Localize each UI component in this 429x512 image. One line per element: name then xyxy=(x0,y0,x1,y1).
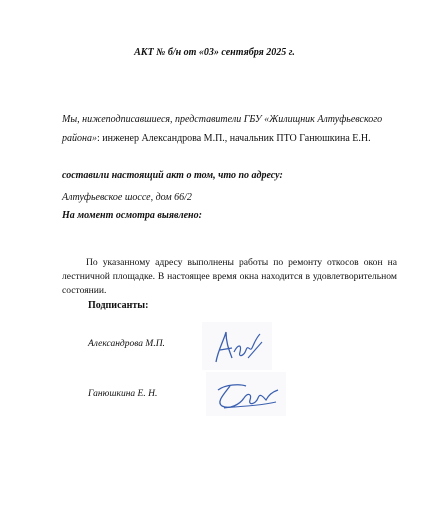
signer-name-1: Александрова М.П. xyxy=(88,339,165,349)
signature-2 xyxy=(206,372,286,416)
composed-statement: составили настоящий акт о том, что по адресу: xyxy=(62,170,283,181)
signature-1 xyxy=(202,322,272,370)
address: Алтуфьевское шоссе, дом 66/2 xyxy=(62,192,192,203)
intro-line-2-italic: района» xyxy=(62,133,97,144)
found-heading: На момент осмотра выявлено: xyxy=(62,210,202,221)
intro-line-1: Мы, нижеподписавшиеся, представители ГБУ «Жилищник Алтуфьевского xyxy=(62,114,383,125)
act-title: АКТ № б/н от «03» сентября 2025 г. xyxy=(134,47,295,58)
signatories-heading: Подписанты: xyxy=(88,300,149,311)
signer-name-2: Ганюшкина Е. Н. xyxy=(88,389,158,399)
intro-line-2-rest: : инженер Александрова М.П., начальник ПТО Ганюшкина Е.Н. xyxy=(96,133,371,144)
intro-paragraph xyxy=(62,110,402,148)
findings-paragraph: По указанному адресу выполнены работы по ремонту откосов окон на лестничной площадке. В настоящее время окна находится в удовлетворительном состоянии. xyxy=(62,257,397,296)
